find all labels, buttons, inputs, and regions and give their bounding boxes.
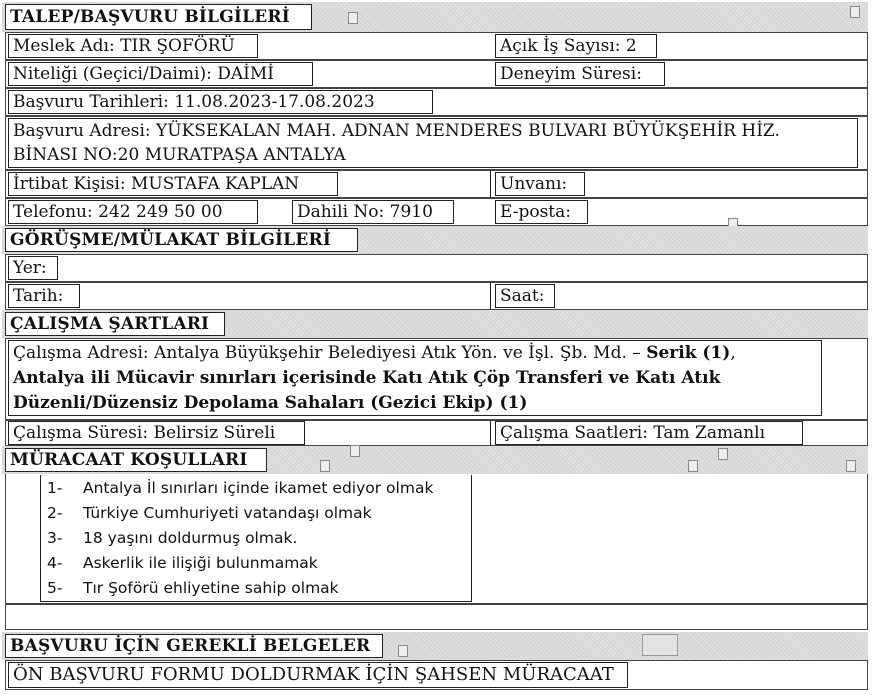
irtibat-text: İrtibat Kişisi: MUSTAFA KAPLAN <box>13 174 300 194</box>
section-calisma-title-box <box>5 312 225 336</box>
dahili-text: Dahili No: 7910 <box>297 202 433 222</box>
calisma-saatler-text: Çalışma Saatleri: Tam Zamanlı <box>500 423 766 443</box>
field-unvani <box>495 172 585 196</box>
row-yer <box>5 254 868 282</box>
section-talep-title: TALEP/BAŞVURU BİLGİLERİ <box>10 7 290 27</box>
acik-is-text: Açık İş Sayısı: 2 <box>500 36 637 56</box>
nitelik-text: Niteliği (Geçici/Daimi): DAİMİ <box>13 64 274 84</box>
adres-line-2: BİNASI NO:20 MURATPAŞA ANTALYA <box>13 145 346 165</box>
list-item-number: 2- <box>47 504 63 522</box>
section-muracaat-title: MÜRACAAT KOŞULLARI <box>10 450 248 470</box>
calisma-sure-text: Çalışma Süresi: Belirsiz Süreli <box>13 423 276 443</box>
field-belgeler <box>8 662 628 688</box>
yer-text: Yer: <box>13 258 47 278</box>
eposta-text: E-posta: <box>500 202 572 222</box>
list-item-text: Antalya İl sınırları içinde ikamet ediyor olmak <box>83 479 434 497</box>
list-item-text: 18 yaşını doldurmuş olmak. <box>83 529 298 547</box>
calisma-adresi-prefix: Çalışma Adresi: Antalya Büyükşehir Belediyesi Atık Yön. ve İşl. Şb. Md. – <box>13 343 647 363</box>
anchor-mark <box>348 12 358 24</box>
section-belgeler-title: BAŞVURU İÇİN GEREKLİ BELGELER <box>10 636 371 656</box>
anchor-mark <box>320 460 330 472</box>
list-item <box>41 550 473 575</box>
field-calisma-sure <box>8 421 305 445</box>
list-item-text: Tır Şoförü ehliyetine sahip olmak <box>83 579 339 597</box>
list-item-number: 5- <box>47 579 63 597</box>
field-dahili <box>292 200 454 224</box>
list-item <box>41 475 473 500</box>
calisma-adresi-line-3: Düzenli/Düzensiz Depolama Sahaları (Gezici Ekip) (1) <box>13 393 528 413</box>
section-talep-title-box <box>5 4 312 30</box>
field-saat <box>495 284 555 308</box>
tarihler-text: Başvuru Tarihleri: 11.08.2023-17.08.2023 <box>13 92 375 112</box>
anchor-mark <box>350 445 360 457</box>
list-item-number: 1- <box>47 479 63 497</box>
section-gorusme-title: GÖRÜŞME/MÜLAKAT BİLGİLERİ <box>10 230 331 250</box>
calisma-adresi-line-2: Antalya ili Mücavir sınırları içerisinde Katı Atık Çöp Transferi ve Katı Atık <box>13 368 721 388</box>
anchor-mark <box>850 6 860 18</box>
field-telefon <box>8 200 258 224</box>
list-item <box>41 525 473 550</box>
field-eposta <box>495 200 588 224</box>
field-calisma-adresi <box>8 340 822 416</box>
unvani-text: Unvanı: <box>500 174 568 194</box>
section-calisma-title: ÇALIŞMA ŞARTLARI <box>10 314 210 334</box>
field-adres <box>8 118 858 168</box>
row-tarih <box>5 282 868 310</box>
anchor-mark <box>846 460 856 472</box>
saat-text: Saat: <box>500 286 545 306</box>
list-item <box>41 500 473 525</box>
section-belgeler-title-box <box>5 634 383 658</box>
field-irtibat <box>8 172 338 196</box>
field-yer <box>8 256 58 280</box>
anchor-box <box>642 634 678 656</box>
empty-row <box>5 604 868 630</box>
field-nitelik <box>8 62 313 86</box>
meslek-text: Meslek Adı: TIR ŞOFÖRÜ <box>13 36 235 56</box>
tarih-text: Tarih: <box>13 286 64 306</box>
muracaat-list <box>40 475 472 602</box>
list-item-text: Türkiye Cumhuriyeti vatandaşı olmak <box>83 504 372 522</box>
anchor-mark <box>398 645 408 657</box>
calisma-adresi-comma: , <box>730 343 736 363</box>
section-muracaat-title-box <box>5 448 267 472</box>
list-item-number: 4- <box>47 554 63 572</box>
list-item <box>41 575 473 600</box>
section-gorusme-title-box <box>5 228 358 252</box>
divider <box>490 282 491 310</box>
calisma-adresi-serik: Serik (1) <box>646 343 731 363</box>
deneyim-text: Deneyim Süresi: <box>500 64 642 84</box>
telefon-text: Telefonu: 242 249 50 00 <box>13 202 223 222</box>
field-tarihler <box>8 90 433 114</box>
field-meslek <box>8 34 258 58</box>
list-item-number: 3- <box>47 529 63 547</box>
divider <box>490 420 491 446</box>
field-acik-is <box>495 34 657 58</box>
field-calisma-saatler <box>495 421 803 445</box>
anchor-mark <box>718 448 728 460</box>
field-tarih <box>8 284 80 308</box>
belgeler-text: ÖN BAŞVURU FORMU DOLDURMAK İÇİN ŞAHSEN MÜRACAAT <box>13 664 614 685</box>
anchor-mark <box>688 460 698 472</box>
adres-line-1: Başvuru Adresi: YÜKSEKALAN MAH. ADNAN MENDERES BULVARI BÜYÜKŞEHİR HİZ. <box>13 121 780 141</box>
calisma-adresi-line-1 <box>13 343 736 363</box>
field-deneyim <box>495 62 665 86</box>
list-item-text: Askerlik ile ilişiği bulunmamak <box>83 554 318 572</box>
